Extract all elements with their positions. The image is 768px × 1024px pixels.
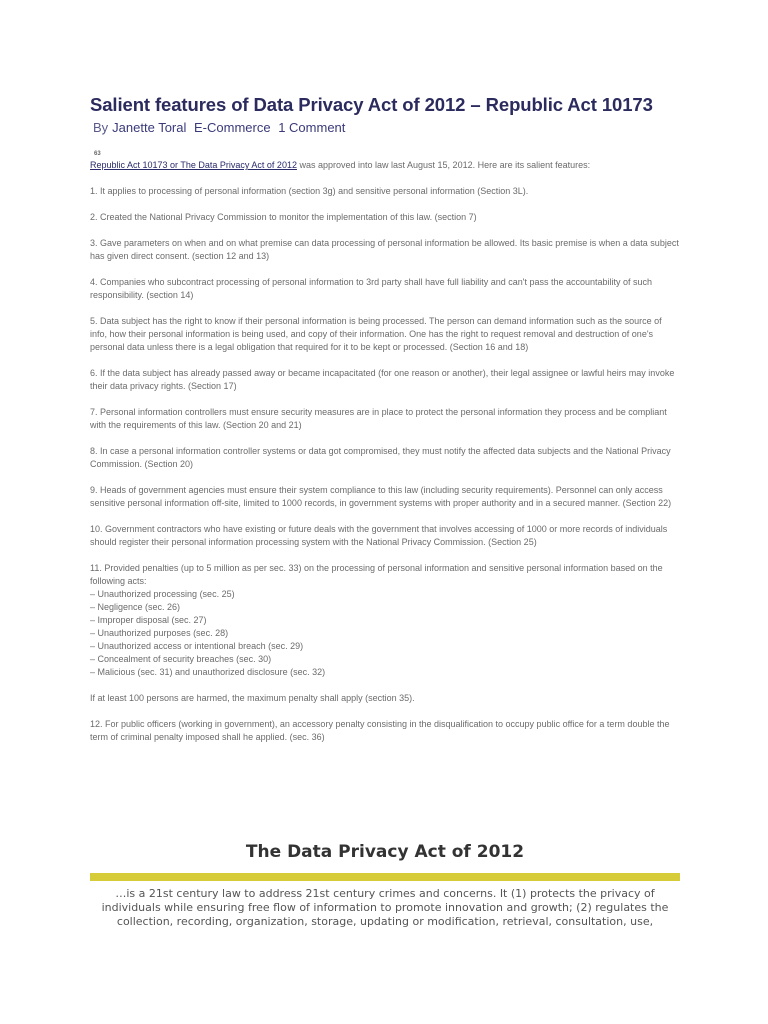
list-item: – Unauthorized access or intentional breach (sec. 29) — [90, 641, 304, 651]
paragraph-6: 6. If the data subject has already passed away or became incapacitated (for one reason or another), their legal assignee or lawful heirs may invoke their data privacy rights. (Section 17) — [90, 368, 675, 391]
intro-text: was approved into law last August 15, 2012. Here are its salient features: — [296, 160, 591, 170]
list-item: – Unauthorized purposes (sec. 28) — [90, 628, 229, 638]
summary-heading: The Data Privacy Act of 2012 — [245, 842, 525, 862]
paragraph-8: 8. In case a personal information controller systems or data got compromised, they must notify the affected data subjects and the National Privacy Commission. (Section 20) — [90, 446, 671, 469]
penalties-list — [90, 562, 680, 679]
comments-link[interactable]: 1 Comment — [278, 120, 346, 135]
author-link[interactable]: Janette Toral — [112, 120, 187, 135]
accent-rule — [90, 873, 680, 881]
byline-by: By — [93, 120, 109, 135]
summary-body: …is a 21st century law to address 21st century crimes and concerns. It (1) protects the privacy of individuals while ensuring free flow of information to promote innovation and growth; (2) regulates the collection, recording, organization, storage, updating or modification, retrieval, consultation, use, — [101, 887, 669, 928]
article-title: Salient features of Data Privacy Act of 2012 – Republic Act 10173 — [90, 94, 653, 115]
byline — [90, 119, 680, 137]
list-item: – Unauthorized processing (sec. 25) — [90, 589, 235, 599]
max-penalty-note: If at least 100 persons are harmed, the maximum penalty shall apply (section 35). — [90, 693, 415, 703]
list-item: – Negligence (sec. 26) — [90, 602, 181, 612]
share-count: 63 — [94, 151, 101, 157]
category-link[interactable]: E-Commerce — [194, 120, 271, 135]
paragraph-12: 12. For public officers (working in government), an accessory penalty consisting in the disqualification to occupy public office for a term double the term of criminal penalty imposed shall he applied. (sec. 36) — [90, 719, 670, 742]
paragraph-7: 7. Personal information controllers must ensure security measures are in place to protect the personal information they process and be compliant with the requirements of this law. (Section 20 and 21) — [90, 407, 667, 430]
paragraph-10: 10. Government contractors who have existing or future deals with the government that involves accessing of 1000 or more records of individuals should register their personal information processing system with the National Privacy Commission. (Section 25) — [90, 524, 668, 547]
ra-10173-link[interactable]: Republic Act 10173 or The Data Privacy Act of 2012 — [90, 160, 297, 170]
list-item: – Concealment of security breaches (sec. 30) — [90, 654, 272, 664]
intro-paragraph — [90, 159, 680, 172]
paragraph-2: 2. Created the National Privacy Commission to monitor the implementation of this law. (section 7) — [90, 212, 477, 222]
paragraph-9: 9. Heads of government agencies must ensure their system compliance to this law (including security requirements). Personnel can only access sensitive personal information off-site, limited to 1000 records, in government systems with proper authority and in a secured manner. (Section 22) — [90, 485, 672, 508]
paragraph-5: 5. Data subject has the right to know if their personal information is being processed. The person can demand information such as the source of info, how their personal information is being used, and copy of their information. One has the right to request removal and destruction of one's personal data unless there is a legal obligation that required for it to be kept or processed. (Section 16 and 18) — [90, 316, 662, 352]
article — [90, 92, 680, 757]
list-item: – Improper disposal (sec. 27) — [90, 615, 207, 625]
penalties-heading: 11. Provided penalties (up to 5 million as per sec. 33) on the processing of personal information and sensitive personal information based on the following acts: — [90, 563, 663, 586]
paragraph-4: 4. Companies who subcontract processing of personal information to 3rd party shall have full liability and can't pass the accountability of such responsibility. (section 14) — [90, 277, 653, 300]
summary-section — [90, 840, 680, 929]
paragraph-1: 1. It applies to processing of personal information (section 3g) and sensitive personal information (Section 3L). — [90, 186, 529, 196]
paragraph-3: 3. Gave parameters on when and on what premise can data processing of personal information be allowed. Its basic premise is when a data subject has given direct consent. (section 12 and 13) — [90, 238, 679, 261]
list-item: – Malicious (sec. 31) and unauthorized disclosure (sec. 32) — [90, 667, 326, 677]
